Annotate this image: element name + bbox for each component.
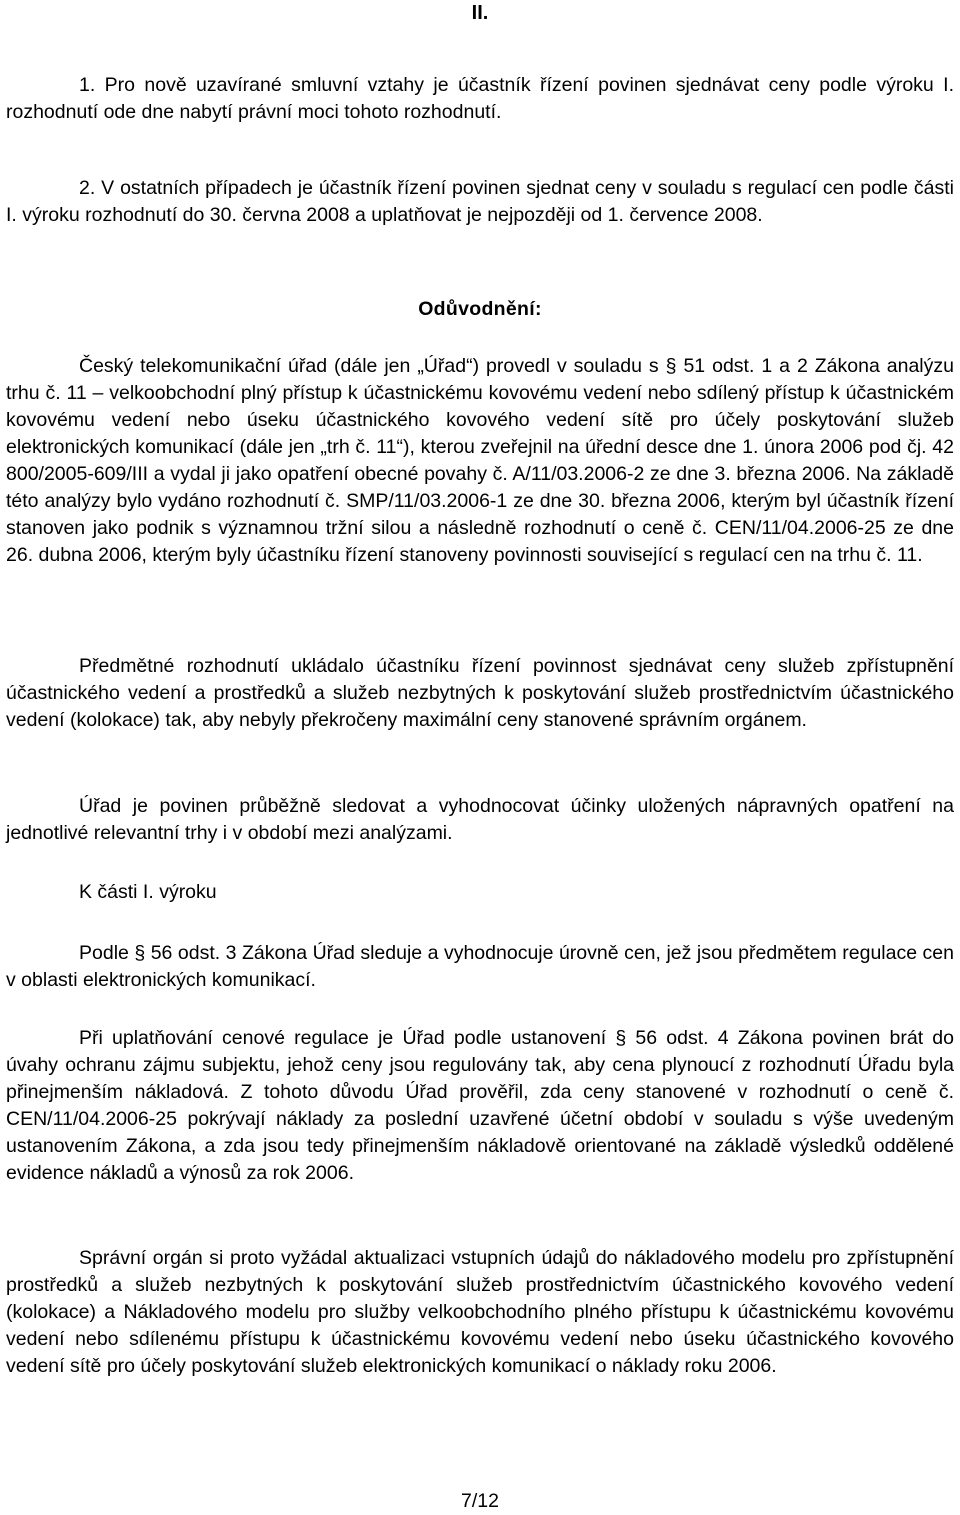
paragraph-3 xyxy=(6,793,954,847)
justification-heading-block xyxy=(6,296,954,323)
paragraph-6 xyxy=(6,1025,954,1187)
item-1 xyxy=(6,72,954,126)
paragraph-5 xyxy=(6,940,954,994)
paragraph-4 xyxy=(6,879,954,906)
paragraph-7 xyxy=(6,1245,954,1380)
paragraph-2 xyxy=(6,653,954,734)
item-1-text: 1. Pro nově uzavírané smluvní vztahy je účastník řízení povinen sjednávat ceny podle výroku I. rozhodnutí ode dne nabytí právní moci tohoto rozhodnutí. xyxy=(6,74,954,123)
paragraph-3-text: Úřad je povinen průběžně sledovat a vyhodnocovat účinky uložených nápravných opatření na jednotlivé relevantní trhy i v období mezi analýzami. xyxy=(6,795,954,844)
paragraph-6-text: Při uplatňování cenové regulace je Úřad podle ustanovení § 56 odst. 4 Zákona povinen brát do úvahy ochranu zájmu subjektu, jehož ceny jsou regulovány tak, aby cena plynoucí z rozhodnutí Úřadu byla přinejmenším nákladová. Z tohoto důvodu Úřad prověřil, zda ceny stanovené v rozhodnutí o ceně č. CEN/11/04.2006-25 pokrývají náklady za poslední uzavřené účetní období v souladu s výše uvedeným ustanovením Zákona, a zda jsou tedy přinejmenším nákladově orientované na základě výsledků oddělené evidence nákladů a výnosů za rok 2006. xyxy=(6,1027,954,1184)
paragraph-5-text: Podle § 56 odst. 3 Zákona Úřad sleduje a vyhodnocuje úrovně cen, jež jsou předmětem regulace cen v oblasti elektronických komunikací. xyxy=(6,942,954,991)
page-number: 7/12 xyxy=(461,1490,499,1512)
subsection-heading: K části I. výroku xyxy=(79,881,217,903)
paragraph-1-text: Český telekomunikační úřad (dále jen „Úřad“) provedl v souladu s § 51 odst. 1 a 2 Zákona analýzu trhu č. 11 – velkoobchodní plný přístup k účastnickému kovovému vedení nebo sdílený přístup k účastnickém kovovému vedení nebo úseku účastnického kovového vedení sítě pro účely poskytování služeb elektronických komunikací (dále jen „trh č. 11“), kterou zveřejnil na úřední desce dne 1. února 2006 pod čj. 42 800/2005-609/III a vydal ji jako opatření obecné povahy č. A/11/03.2006-2 ze dne 3. března 2006. Na základě této analýzy bylo vydáno rozhodnutí č. SMP/11/03.2006-1 ze dne 30. března 2006, kterým byl účastník řízení stanoven jako podnik s významnou tržní silou a následně rozhodnutí o ceně č. CEN/11/04.2006-25 ze dne 26. dubna 2006, kterým byly účastníku řízení stanoveny povinnosti související s regulací cen na trhu č. 11. xyxy=(6,355,954,566)
paragraph-7-text: Správní orgán si proto vyžádal aktualizaci vstupních údajů do nákladového modelu pro zpřístupnění prostředků a služeb nezbytných k poskytování služeb prostřednictvím účastnického kovového vedení (kolokace) a Nákladového modelu pro služby velkoobchodního plného přístupu k účastnickému kovovému vedení nebo sdílenému přístupu k účastnickému kovovému vedení nebo úseku účastnického kovového vedení sítě pro účely poskytování služeb elektronických komunikací o náklady roku 2006. xyxy=(6,1247,954,1377)
section-heading: II. xyxy=(471,2,489,24)
paragraph-1 xyxy=(6,353,954,569)
item-2-text: 2. V ostatních případech je účastník řízení povinen sjednat ceny v souladu s regulací cen podle části I. výroku rozhodnutí do 30. června 2008 a uplatňovat je nejpozději od 1. července 2008. xyxy=(6,177,954,226)
justification-heading: Odůvodnění: xyxy=(418,298,542,320)
item-2 xyxy=(6,175,954,229)
paragraph-2-text: Předmětné rozhodnutí ukládalo účastníku řízení povinnost sjednávat ceny služeb zpřístupnění účastnického vedení a prostředků a služeb nezbytných k poskytování služeb prostřednictvím účastnického vedení (kolokace) tak, aby nebyly překročeny maximální ceny stanovené správním orgánem. xyxy=(6,655,954,731)
